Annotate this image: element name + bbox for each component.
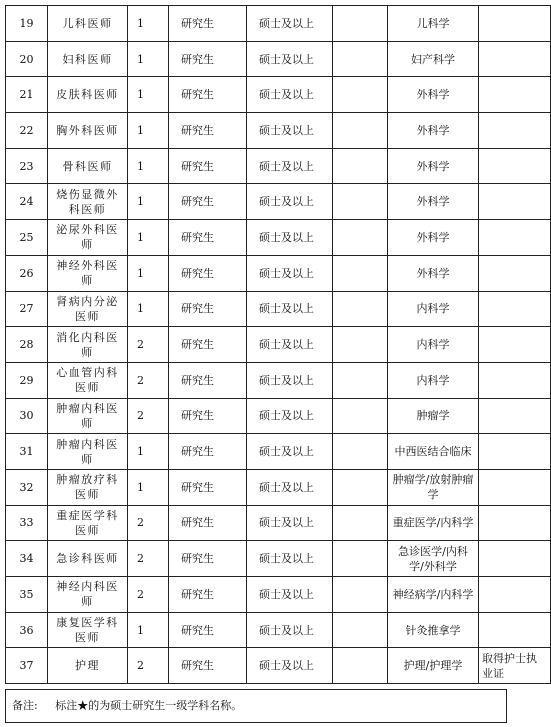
degree-requirement xyxy=(247,398,333,434)
row-number-text: 29 xyxy=(19,373,34,387)
major-requirement-text: 急诊医学/内科学/外科学 xyxy=(398,544,468,573)
other-requirement xyxy=(479,434,551,470)
education-requirement-text: 研究生 xyxy=(181,587,214,601)
major-requirement-text: 内科学 xyxy=(416,373,450,387)
major-requirement xyxy=(388,6,479,42)
education-requirement xyxy=(169,41,247,77)
education-requirement-text: 研究生 xyxy=(181,338,214,352)
headcount-text: 2 xyxy=(137,659,144,673)
position-name xyxy=(48,6,128,42)
empty-cell xyxy=(333,113,388,149)
major-requirement xyxy=(388,612,479,648)
position-name-text: 心血管内科医师 xyxy=(56,366,119,395)
major-requirement-text: 中西医结合临床 xyxy=(394,445,472,459)
table-row xyxy=(6,469,551,505)
education-requirement-text: 研究生 xyxy=(181,195,214,209)
other-requirement xyxy=(479,541,551,577)
position-name-text: 重症医学科医师 xyxy=(56,508,119,537)
other-requirement xyxy=(479,148,551,184)
table-row xyxy=(6,148,551,184)
position-name xyxy=(48,505,128,541)
row-number-text: 27 xyxy=(19,302,34,316)
education-requirement-text: 研究生 xyxy=(181,659,214,673)
education-requirement-text: 研究生 xyxy=(181,480,214,494)
table-row xyxy=(6,6,551,42)
education-requirement xyxy=(169,612,247,648)
headcount xyxy=(128,541,169,577)
row-number xyxy=(6,77,48,113)
major-requirement-text: 护理/护理学 xyxy=(403,659,463,673)
headcount-text: 2 xyxy=(137,409,144,423)
position-name xyxy=(48,612,128,648)
degree-requirement-text: 硕士及以上 xyxy=(259,159,314,173)
row-number-text: 36 xyxy=(19,623,34,637)
degree-requirement xyxy=(247,505,333,541)
position-name xyxy=(48,148,128,184)
position-name xyxy=(48,434,128,470)
position-name-text: 神经内科医师 xyxy=(56,580,119,609)
major-requirement-text: 针灸推拿学 xyxy=(405,623,461,637)
education-requirement xyxy=(169,6,247,42)
row-number xyxy=(6,469,48,505)
table-row xyxy=(6,77,551,113)
position-name xyxy=(48,541,128,577)
major-requirement-text: 重症医学/内科学 xyxy=(392,516,474,530)
degree-requirement-text: 硕士及以上 xyxy=(259,88,314,102)
position-name-text: 泌尿外科医师 xyxy=(56,223,119,252)
empty-cell xyxy=(333,6,388,42)
education-requirement-text: 研究生 xyxy=(181,123,214,137)
education-requirement-text: 研究生 xyxy=(181,552,214,566)
position-name-text: 护理 xyxy=(75,659,100,673)
position-name xyxy=(48,184,128,220)
headcount-text: 1 xyxy=(137,52,144,66)
degree-requirement xyxy=(247,113,333,149)
row-number xyxy=(6,6,48,42)
education-requirement xyxy=(169,291,247,327)
row-number-text: 31 xyxy=(19,445,34,459)
education-requirement xyxy=(169,469,247,505)
degree-requirement-text: 硕士及以上 xyxy=(259,16,314,30)
empty-cell xyxy=(333,148,388,184)
education-requirement xyxy=(169,577,247,613)
degree-requirement xyxy=(247,362,333,398)
row-number xyxy=(6,612,48,648)
degree-requirement xyxy=(247,255,333,291)
row-number xyxy=(6,648,48,684)
empty-cell xyxy=(333,41,388,77)
major-requirement xyxy=(388,505,479,541)
empty-cell xyxy=(333,184,388,220)
headcount-text: 1 xyxy=(137,480,144,494)
empty-cell xyxy=(333,291,388,327)
row-number xyxy=(6,327,48,363)
degree-requirement xyxy=(247,291,333,327)
degree-requirement-text: 硕士及以上 xyxy=(259,195,314,209)
headcount xyxy=(128,113,169,149)
headcount xyxy=(128,255,169,291)
table-row xyxy=(6,41,551,77)
position-name xyxy=(48,77,128,113)
table-row xyxy=(6,184,551,220)
position-name-text: 胸外科医师 xyxy=(56,123,119,137)
education-requirement xyxy=(169,77,247,113)
major-requirement xyxy=(388,648,479,684)
degree-requirement-text: 硕士及以上 xyxy=(259,373,314,387)
major-requirement xyxy=(388,541,479,577)
headcount-text: 1 xyxy=(137,266,144,280)
table-row xyxy=(6,398,551,434)
education-requirement xyxy=(169,148,247,184)
position-name xyxy=(48,398,128,434)
degree-requirement xyxy=(247,41,333,77)
major-requirement-text: 神经病学/内科学 xyxy=(392,587,474,601)
position-name-text: 急诊科医师 xyxy=(56,552,119,566)
empty-cell xyxy=(333,612,388,648)
other-requirement xyxy=(479,220,551,256)
row-number-text: 28 xyxy=(19,338,34,352)
table-row xyxy=(6,362,551,398)
headcount xyxy=(128,148,169,184)
table-row xyxy=(6,255,551,291)
major-requirement xyxy=(388,291,479,327)
major-requirement-text: 肿瘤学 xyxy=(416,409,450,423)
major-requirement xyxy=(388,577,479,613)
position-name-text: 肿瘤内科医师 xyxy=(56,437,119,466)
headcount-text: 1 xyxy=(137,123,144,137)
headcount xyxy=(128,434,169,470)
table-row xyxy=(6,434,551,470)
row-number xyxy=(6,362,48,398)
degree-requirement-text: 硕士及以上 xyxy=(259,659,314,673)
row-number-text: 32 xyxy=(19,480,34,494)
major-requirement xyxy=(388,77,479,113)
major-requirement-text: 外科学 xyxy=(416,159,450,173)
degree-requirement-text: 硕士及以上 xyxy=(259,516,314,530)
position-name-text: 康复医学科医师 xyxy=(56,616,119,645)
major-requirement-text: 儿科学 xyxy=(416,16,450,30)
empty-cell xyxy=(333,220,388,256)
empty-cell xyxy=(333,327,388,363)
row-number xyxy=(6,398,48,434)
headcount-text: 2 xyxy=(137,587,144,601)
row-number xyxy=(6,184,48,220)
degree-requirement xyxy=(247,184,333,220)
degree-requirement-text: 硕士及以上 xyxy=(259,552,314,566)
position-name xyxy=(48,469,128,505)
headcount xyxy=(128,648,169,684)
degree-requirement-text: 硕士及以上 xyxy=(259,302,314,316)
other-requirement xyxy=(479,255,551,291)
degree-requirement xyxy=(247,612,333,648)
education-requirement xyxy=(169,184,247,220)
position-name xyxy=(48,255,128,291)
position-name-text: 肿瘤内科医师 xyxy=(56,401,119,430)
education-requirement xyxy=(169,505,247,541)
row-number xyxy=(6,505,48,541)
education-requirement-text: 研究生 xyxy=(181,88,214,102)
row-number-text: 22 xyxy=(19,123,34,137)
degree-requirement-text: 硕士及以上 xyxy=(259,480,314,494)
headcount xyxy=(128,505,169,541)
education-requirement xyxy=(169,327,247,363)
position-name xyxy=(48,220,128,256)
major-requirement xyxy=(388,41,479,77)
major-requirement xyxy=(388,220,479,256)
row-number-text: 24 xyxy=(19,195,34,209)
position-name xyxy=(48,41,128,77)
headcount-text: 1 xyxy=(137,445,144,459)
empty-cell xyxy=(333,577,388,613)
degree-requirement xyxy=(247,6,333,42)
degree-requirement xyxy=(247,469,333,505)
headcount-text: 2 xyxy=(137,516,144,530)
table-row xyxy=(6,541,551,577)
row-number xyxy=(6,113,48,149)
major-requirement xyxy=(388,398,479,434)
row-number xyxy=(6,577,48,613)
education-requirement xyxy=(169,220,247,256)
other-requirement xyxy=(479,362,551,398)
degree-requirement-text: 硕士及以上 xyxy=(259,445,314,459)
empty-cell xyxy=(333,541,388,577)
education-requirement xyxy=(169,255,247,291)
row-number-text: 30 xyxy=(19,409,34,423)
empty-cell xyxy=(333,505,388,541)
education-requirement-text: 研究生 xyxy=(181,52,214,66)
degree-requirement xyxy=(247,577,333,613)
row-number xyxy=(6,541,48,577)
positions-table-body xyxy=(6,6,551,684)
degree-requirement xyxy=(247,541,333,577)
position-name-text: 烧伤显微外科医师 xyxy=(56,187,119,216)
degree-requirement-text: 硕士及以上 xyxy=(259,123,314,137)
empty-cell xyxy=(333,469,388,505)
empty-cell xyxy=(333,434,388,470)
education-requirement xyxy=(169,648,247,684)
other-requirement xyxy=(479,577,551,613)
table-row xyxy=(6,327,551,363)
headcount xyxy=(128,220,169,256)
headcount xyxy=(128,612,169,648)
major-requirement-text: 外科学 xyxy=(416,195,450,209)
education-requirement-text: 研究生 xyxy=(181,266,214,280)
degree-requirement xyxy=(247,220,333,256)
degree-requirement xyxy=(247,648,333,684)
degree-requirement xyxy=(247,77,333,113)
major-requirement xyxy=(388,113,479,149)
row-number xyxy=(6,41,48,77)
headcount-text: 2 xyxy=(137,552,144,566)
position-name-text: 消化内科医师 xyxy=(56,330,119,359)
major-requirement xyxy=(388,327,479,363)
note-label: 备注: xyxy=(12,699,38,712)
major-requirement-text: 妇产科学 xyxy=(411,52,455,66)
other-requirement xyxy=(479,77,551,113)
major-requirement-text: 外科学 xyxy=(416,123,450,137)
row-number-text: 34 xyxy=(19,552,34,566)
major-requirement xyxy=(388,362,479,398)
other-requirement xyxy=(479,6,551,42)
position-name xyxy=(48,327,128,363)
row-number-text: 25 xyxy=(19,230,34,244)
other-requirement-text: 取得护士执业证 xyxy=(482,651,537,680)
major-requirement-text: 内科学 xyxy=(416,338,450,352)
degree-requirement xyxy=(247,327,333,363)
degree-requirement-text: 硕士及以上 xyxy=(259,623,314,637)
major-requirement-text: 外科学 xyxy=(416,88,450,102)
education-requirement-text: 研究生 xyxy=(181,373,214,387)
headcount xyxy=(128,291,169,327)
headcount-text: 2 xyxy=(137,338,144,352)
education-requirement xyxy=(169,541,247,577)
table-row xyxy=(6,648,551,684)
major-requirement xyxy=(388,148,479,184)
other-requirement xyxy=(479,327,551,363)
headcount-text: 1 xyxy=(137,623,144,637)
other-requirement xyxy=(479,41,551,77)
position-name-text: 骨科医师 xyxy=(62,159,113,173)
position-name xyxy=(48,648,128,684)
other-requirement xyxy=(479,505,551,541)
headcount xyxy=(128,77,169,113)
row-number-text: 37 xyxy=(19,659,34,673)
education-requirement-text: 研究生 xyxy=(181,230,214,244)
position-name-text: 肾病内分泌医师 xyxy=(56,294,119,323)
degree-requirement-text: 硕士及以上 xyxy=(259,338,314,352)
major-requirement xyxy=(388,255,479,291)
empty-cell xyxy=(333,648,388,684)
headcount xyxy=(128,327,169,363)
position-name-text: 肿瘤放疗科医师 xyxy=(56,473,119,502)
table-note xyxy=(5,689,507,723)
headcount xyxy=(128,469,169,505)
row-number-text: 35 xyxy=(19,587,34,601)
position-name-text: 皮肤科医师 xyxy=(56,88,119,102)
row-number xyxy=(6,291,48,327)
headcount xyxy=(128,398,169,434)
major-requirement-text: 肿瘤学/放射肿瘤学 xyxy=(392,473,474,502)
other-requirement xyxy=(479,291,551,327)
table-row xyxy=(6,577,551,613)
empty-cell xyxy=(333,398,388,434)
table-row xyxy=(6,505,551,541)
table-row xyxy=(6,113,551,149)
headcount xyxy=(128,41,169,77)
headcount xyxy=(128,577,169,613)
empty-cell xyxy=(333,255,388,291)
headcount xyxy=(128,184,169,220)
headcount-text: 1 xyxy=(137,230,144,244)
other-requirement xyxy=(479,398,551,434)
note-text: 标注★的为硕士研究生一级学科名称。 xyxy=(55,699,243,712)
headcount-text: 1 xyxy=(137,88,144,102)
positions-table xyxy=(5,5,551,684)
major-requirement-text: 内科学 xyxy=(416,302,450,316)
empty-cell xyxy=(333,77,388,113)
education-requirement xyxy=(169,398,247,434)
other-requirement xyxy=(479,648,551,684)
row-number-text: 33 xyxy=(19,516,34,530)
row-number xyxy=(6,434,48,470)
position-name xyxy=(48,291,128,327)
headcount xyxy=(128,6,169,42)
position-name xyxy=(48,577,128,613)
headcount-text: 1 xyxy=(137,195,144,209)
row-number-text: 26 xyxy=(19,266,34,280)
education-requirement-text: 研究生 xyxy=(181,623,214,637)
education-requirement-text: 研究生 xyxy=(181,159,214,173)
education-requirement-text: 研究生 xyxy=(181,302,214,316)
degree-requirement-text: 硕士及以上 xyxy=(259,409,314,423)
position-name xyxy=(48,113,128,149)
education-requirement-text: 研究生 xyxy=(181,516,214,530)
major-requirement xyxy=(388,434,479,470)
major-requirement-text: 外科学 xyxy=(416,230,450,244)
position-name-text: 儿科医师 xyxy=(62,16,113,30)
table-row xyxy=(6,612,551,648)
education-requirement xyxy=(169,113,247,149)
row-number-text: 23 xyxy=(19,159,34,173)
other-requirement xyxy=(479,612,551,648)
table-row xyxy=(6,291,551,327)
row-number-text: 19 xyxy=(19,16,34,30)
headcount xyxy=(128,362,169,398)
degree-requirement xyxy=(247,148,333,184)
education-requirement-text: 研究生 xyxy=(181,445,214,459)
headcount-text: 1 xyxy=(137,16,144,30)
empty-cell xyxy=(333,362,388,398)
position-name xyxy=(48,362,128,398)
major-requirement xyxy=(388,469,479,505)
major-requirement-text: 外科学 xyxy=(416,266,450,280)
education-requirement xyxy=(169,434,247,470)
degree-requirement-text: 硕士及以上 xyxy=(259,230,314,244)
row-number-text: 21 xyxy=(19,88,34,102)
row-number xyxy=(6,220,48,256)
education-requirement-text: 研究生 xyxy=(181,409,214,423)
other-requirement xyxy=(479,113,551,149)
education-requirement-text: 研究生 xyxy=(181,16,214,30)
headcount-text: 2 xyxy=(137,373,144,387)
other-requirement xyxy=(479,469,551,505)
headcount-text: 1 xyxy=(137,302,144,316)
other-requirement xyxy=(479,184,551,220)
row-number xyxy=(6,255,48,291)
position-name-text: 神经外科医师 xyxy=(56,259,119,288)
education-requirement xyxy=(169,362,247,398)
degree-requirement-text: 硕士及以上 xyxy=(259,52,314,66)
row-number-text: 20 xyxy=(19,52,34,66)
headcount-text: 1 xyxy=(137,159,144,173)
position-name-text: 妇科医师 xyxy=(62,52,113,66)
degree-requirement-text: 硕士及以上 xyxy=(259,587,314,601)
row-number xyxy=(6,148,48,184)
major-requirement xyxy=(388,184,479,220)
degree-requirement-text: 硕士及以上 xyxy=(259,266,314,280)
degree-requirement xyxy=(247,434,333,470)
table-row xyxy=(6,220,551,256)
